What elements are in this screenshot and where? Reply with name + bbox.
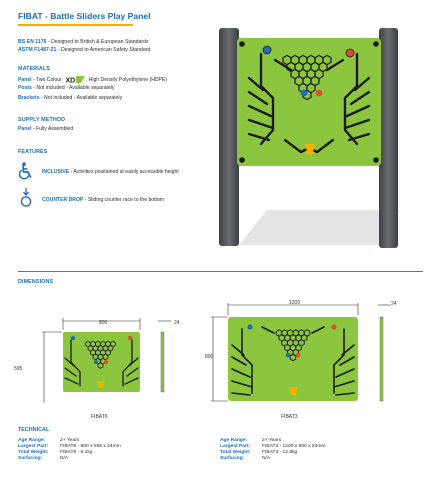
row-key: Brackets	[18, 95, 40, 101]
row-text: - Fully Assembled	[31, 126, 74, 132]
section-divider	[18, 271, 423, 272]
model-label-large: FIBAT3	[281, 414, 298, 420]
features-heading: FEATURES	[18, 149, 48, 155]
feature-counter-drop	[42, 197, 164, 203]
row-key: Panel	[18, 126, 32, 132]
tech-key: Largest Part:	[220, 444, 251, 450]
depth-large: 24	[391, 301, 397, 307]
tech-value: 2+ Years	[262, 438, 282, 443]
height-small: 595	[14, 366, 23, 372]
feature-key: INCLUSIVE	[42, 169, 70, 175]
technical-column-left	[18, 438, 121, 462]
supply-row	[18, 126, 73, 132]
dimension-drawing-large	[210, 303, 398, 403]
standard-text: - Designed to British & European Standards	[46, 39, 149, 45]
tech-row	[18, 456, 121, 462]
row-text: High Density Polyethylene (HDPE)	[87, 77, 168, 83]
height-large: 800	[205, 354, 214, 360]
width-small: 800	[99, 320, 108, 326]
feature-key: COUNTER DROP	[42, 197, 84, 203]
standard-text: - Designed to American Safety Standard	[56, 47, 151, 53]
xd-badge-icon	[64, 75, 86, 84]
tech-value: 2+ Years	[60, 438, 80, 443]
xd-badge-text: XD	[65, 77, 76, 84]
material-brackets-row	[18, 95, 122, 101]
supply-heading: SUPPLY METHOD	[18, 117, 66, 123]
standard-code: ASTM F1487-21	[18, 47, 57, 53]
tech-value: N/A	[262, 456, 271, 462]
tech-value: FIBAT3 - 12.8kg	[262, 450, 298, 456]
material-panel-row	[18, 75, 167, 84]
tech-key: Age Range:	[18, 438, 46, 443]
tech-key: Largest Part:	[18, 444, 49, 450]
technical-heading: TECHNICAL	[18, 427, 50, 433]
model-label-small: FIBAT6	[91, 414, 108, 420]
row-text: - Not included - Available separately	[31, 85, 115, 91]
tech-key: Total Weight:	[220, 450, 251, 456]
dimensions-heading: DIMENSIONS	[18, 279, 54, 285]
feature-text: - Sliding counter race to the bottom	[83, 197, 165, 203]
tech-value: FIBAT6 - 6.1kg	[60, 450, 93, 456]
tech-key: Total Weight:	[18, 450, 49, 456]
technical-column-right	[220, 438, 326, 462]
row-text: - Two Colour	[31, 77, 64, 83]
row-key: Posts	[18, 85, 32, 91]
standard-en1176	[18, 39, 149, 45]
tech-key: Surfacing:	[220, 456, 245, 462]
wheelchair-icon	[18, 162, 34, 180]
page-title: FIBAT - Battle Sliders Play Panel	[18, 11, 151, 21]
tech-key: Age Range:	[220, 438, 248, 443]
row-text: - Not included - Available separately	[39, 95, 123, 101]
title-underline	[18, 24, 133, 26]
row-key: Panel	[18, 77, 32, 83]
tech-value: N/A	[60, 456, 69, 462]
tech-value: FIBAT6 - 800 x 595 x 24mm	[60, 444, 121, 450]
feature-text: - Activities positioned at easily accessible height	[69, 169, 179, 175]
tech-row	[220, 456, 326, 462]
material-posts-row	[18, 85, 114, 91]
dimension-drawing-small	[28, 318, 188, 403]
tech-key: Surfacing:	[18, 456, 43, 462]
product-hero-image	[205, 20, 410, 255]
width-large: 1200	[289, 300, 301, 306]
standard-code: BS EN 1176	[18, 39, 47, 45]
materials-heading: MATERIALS	[18, 66, 50, 72]
depth-small: 24	[174, 320, 180, 326]
standard-astm	[18, 47, 150, 53]
feature-inclusive	[42, 169, 179, 175]
tech-value: FIBAT3 - 1200 x 800 x 24mm	[262, 444, 326, 450]
counter-drop-icon	[20, 188, 32, 208]
